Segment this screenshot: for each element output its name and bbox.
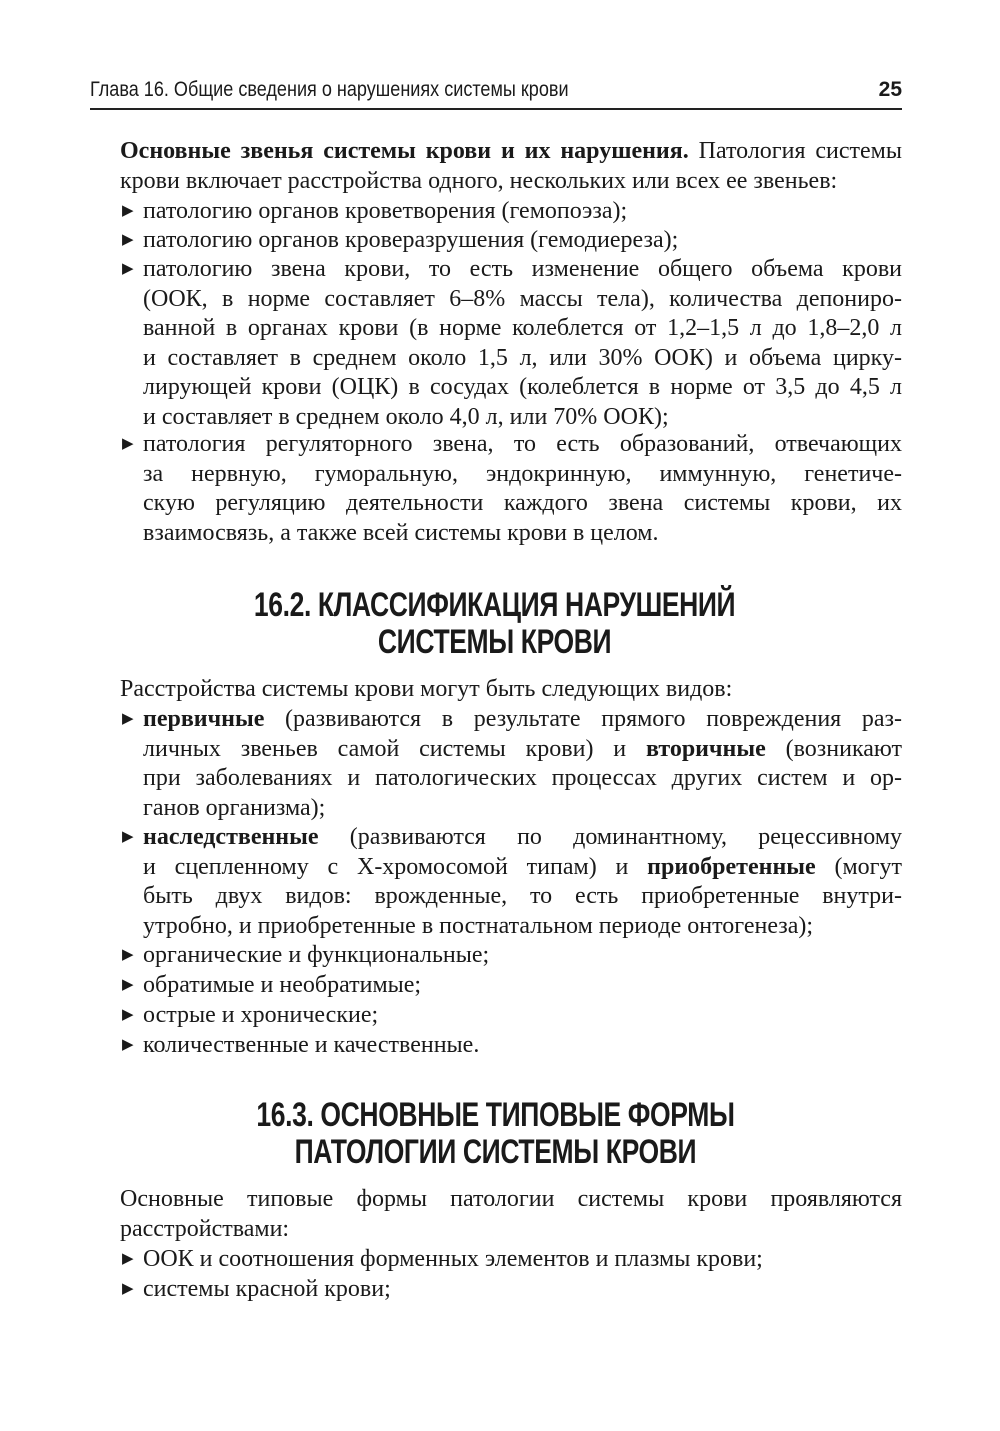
- bullet-triangle-icon: ▶: [122, 232, 134, 248]
- text-run: лирующей крови (ОЦК) в сосудах (колеблется в норме от 3,5 до 4,5 л: [143, 374, 902, 401]
- bullet-item: [120, 1245, 902, 1275]
- text-run: количественные и качественные.: [143, 1032, 480, 1058]
- bullet-item: [120, 197, 902, 227]
- bullet-item: [120, 226, 902, 256]
- bold-term: приобретенные: [647, 853, 816, 880]
- text-line: [120, 519, 902, 549]
- text-line: [120, 1031, 902, 1061]
- heading-line: СИСТЕМЫ КРОВИ: [378, 623, 612, 661]
- bullet-triangle-icon: ▶: [122, 1281, 134, 1297]
- bullet-triangle-icon: ▶: [122, 977, 134, 993]
- text-run: (возникают: [765, 735, 902, 762]
- text-line: [120, 489, 902, 519]
- text-run: ванной в органах крови (в норме колеблется от 1,2–1,5 л до 1,8–2,0 л: [143, 315, 902, 342]
- text-line: [120, 285, 902, 315]
- heading-line: 16.2. КЛАССИФИКАЦИЯ НАРУШЕНИЙ: [254, 586, 736, 624]
- text-line: [120, 1215, 902, 1245]
- bullet-item: [120, 255, 902, 433]
- text-line: [120, 373, 902, 403]
- text-line: [120, 912, 902, 942]
- text-line: [120, 1245, 902, 1275]
- text-line: [120, 1275, 902, 1305]
- text-run: острые и хронические;: [143, 1002, 379, 1028]
- text-line: [120, 853, 902, 883]
- text-run: Основные типовые формы патологии системы крови проявляются: [120, 1186, 902, 1212]
- bullet-triangle-icon: ▶: [122, 829, 134, 845]
- bullet-item: [120, 1031, 902, 1061]
- text-line: [120, 167, 902, 197]
- bullet-triangle-icon: ▶: [122, 436, 134, 452]
- text-line: [120, 137, 902, 167]
- text-run: патологию звена крови, то есть изменение общего объема крови: [143, 256, 902, 282]
- text-run: (развиваются по доминантному, рецессивному: [318, 824, 902, 850]
- paragraph: [120, 675, 902, 705]
- text-line: [120, 675, 902, 705]
- bullet-item: [120, 1001, 902, 1031]
- text-run: при заболеваниях и патологических процессах других систем и ор-: [143, 765, 902, 792]
- text-line: [120, 197, 902, 227]
- text-run: ганов организма);: [143, 794, 326, 821]
- bullet-item: [120, 1275, 902, 1305]
- text-run: скую регуляцию деятельности каждого звена системы крови, их: [143, 490, 902, 517]
- page-number: 25: [878, 78, 902, 101]
- text-line: [120, 764, 902, 794]
- bullet-triangle-icon: ▶: [122, 1007, 134, 1023]
- text-run: обратимые и необратимые;: [143, 972, 422, 998]
- bullet-triangle-icon: ▶: [122, 711, 134, 727]
- text-line: [120, 794, 902, 824]
- header-rule: [90, 108, 902, 110]
- text-line: [120, 430, 902, 460]
- bullet-triangle-icon: ▶: [122, 1251, 134, 1267]
- bold-term: Основные звенья системы крови и их нарушения.: [120, 138, 689, 164]
- text-line: [120, 1001, 902, 1031]
- section-heading: [100, 1097, 890, 1171]
- text-run: за нервную, гуморальную, эндокринную, иммунную, генетиче-: [143, 460, 902, 487]
- section-heading: [100, 587, 890, 661]
- bold-term: первичные: [143, 706, 265, 732]
- text-line: [120, 823, 902, 853]
- text-line: [120, 460, 902, 490]
- text-line: [120, 344, 902, 374]
- text-line: [120, 941, 902, 971]
- bold-term: наследственные: [143, 824, 319, 850]
- bullet-item: [120, 941, 902, 971]
- heading-line: ПАТОЛОГИИ СИСТЕМЫ КРОВИ: [294, 1133, 696, 1171]
- text-run: патология регуляторного звена, то есть образований, отвечающих: [143, 431, 902, 457]
- bullet-item: [120, 971, 902, 1001]
- paragraph: [120, 137, 902, 196]
- text-run: утробно, и приобретенные в постнатальном периоде онтогенеза);: [143, 912, 814, 939]
- text-run: (развиваются в результате прямого повреждения раз-: [264, 706, 902, 732]
- text-line: [120, 882, 902, 912]
- text-run: органические и функциональные;: [143, 942, 490, 968]
- bullet-triangle-icon: ▶: [122, 947, 134, 963]
- text-line: [120, 314, 902, 344]
- bullet-triangle-icon: ▶: [122, 203, 134, 219]
- text-line: [120, 971, 902, 1001]
- text-run: Патология системы: [688, 138, 902, 164]
- text-line: [120, 226, 902, 256]
- text-run: (могут: [815, 853, 903, 880]
- text-run: и сцепленному с Х-хромосомой типам) и: [143, 853, 648, 880]
- text-run: быть двух видов: врожденные, то есть приобретенные внутри-: [143, 883, 902, 910]
- text-run: и составляет в среднем около 4,0 л, или 70% ООК);: [143, 403, 669, 430]
- text-run: взаимосвязь, а также всей системы крови в целом.: [143, 519, 659, 546]
- text-run: ООК и соотношения форменных элементов и плазмы крови;: [143, 1246, 763, 1272]
- text-line: [120, 705, 902, 735]
- chapter-title: Глава 16. Общие сведения о нарушениях системы крови: [90, 78, 569, 101]
- text-line: [120, 255, 902, 285]
- text-line: [120, 403, 902, 433]
- text-run: патологию органов кроветворения (гемопоэза);: [143, 198, 628, 224]
- text-line: [120, 1185, 902, 1215]
- text-run: и составляет в среднем около 1,5 л, или 30% ООК) и объема цирку-: [143, 344, 902, 371]
- bullet-item: [120, 823, 902, 941]
- bold-term: вторичные: [646, 735, 766, 762]
- text-run: системы красной крови;: [143, 1276, 391, 1302]
- heading-line: 16.3. ОСНОВНЫЕ ТИПОВЫЕ ФОРМЫ: [255, 1096, 735, 1134]
- bullet-item: [120, 705, 902, 823]
- paragraph: [120, 1185, 902, 1244]
- bullet-triangle-icon: ▶: [122, 261, 134, 277]
- text-run: расстройствами:: [120, 1215, 290, 1242]
- bullet-triangle-icon: ▶: [122, 1037, 134, 1053]
- text-run: патологию органов кроверазрушения (гемодиереза);: [143, 227, 679, 253]
- text-line: [120, 735, 902, 765]
- text-run: Расстройства системы крови могут быть следующих видов:: [120, 676, 733, 702]
- text-run: личных звеньев самой системы крови) и: [143, 735, 646, 762]
- text-run: крови включает расстройства одного, нескольких или всех ее звеньев:: [120, 167, 838, 194]
- bullet-item: [120, 430, 902, 548]
- text-run: (ООК, в норме составляет 6–8% массы тела), количества депониро-: [143, 285, 902, 312]
